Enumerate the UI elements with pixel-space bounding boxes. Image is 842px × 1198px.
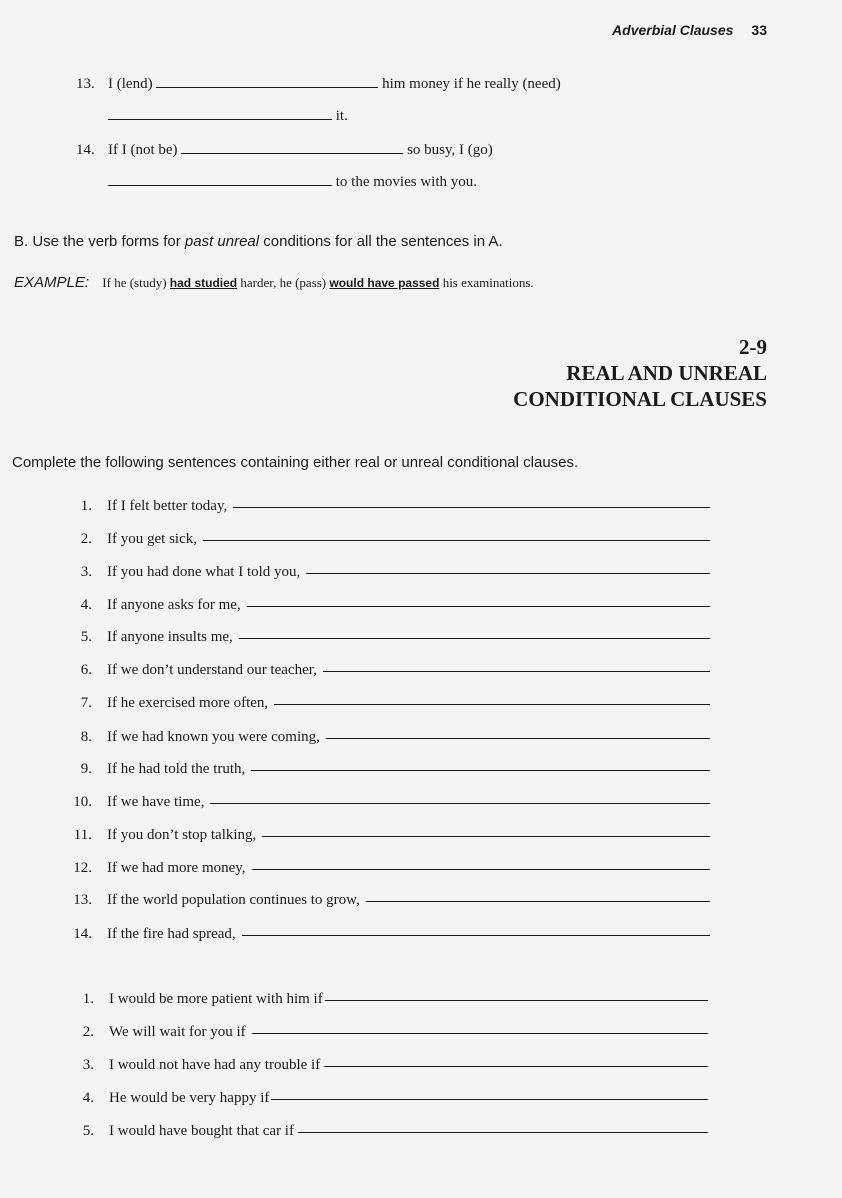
part-b-instruction <box>14 233 503 250</box>
item-text: If the world population continues to grow, <box>107 892 360 908</box>
item-text: If you get sick, <box>107 531 197 547</box>
example-text: his examinations. <box>442 275 534 290</box>
list-item <box>68 892 710 909</box>
item-text: I would not have had any trouble if <box>109 1057 321 1073</box>
answer-blank[interactable] <box>108 173 332 186</box>
answer-blank[interactable] <box>252 1033 708 1034</box>
item-number: 6. <box>80 662 92 678</box>
item-number: 2. <box>82 1024 94 1040</box>
list-item <box>76 729 710 746</box>
item-number: 2. <box>80 531 92 547</box>
answer-blank[interactable] <box>242 935 710 936</box>
answer-blank[interactable] <box>210 803 710 804</box>
item-text: If you don’t stop talking, <box>107 827 257 843</box>
list-item <box>76 761 710 778</box>
item-number: 11. <box>73 827 92 843</box>
answer-blank[interactable] <box>247 606 710 607</box>
answer-blank[interactable] <box>233 507 710 508</box>
list-item <box>78 1024 708 1041</box>
answer-blank[interactable] <box>274 704 710 705</box>
answer-blank[interactable] <box>298 1132 708 1133</box>
item-text: If he exercised more often, <box>107 695 269 711</box>
section-number: 2-9 <box>739 335 767 359</box>
item-text: If I (not be) <box>108 142 178 158</box>
example-answer: would have passed <box>329 276 440 290</box>
item-text: If we had more money, <box>107 860 246 876</box>
list-item <box>76 662 710 679</box>
answer-blank[interactable] <box>326 738 710 739</box>
item-number: 14. <box>73 926 92 942</box>
section-title-line-1: REAL AND UNREAL <box>566 361 767 385</box>
item-text: We will wait for you if <box>109 1024 246 1040</box>
example-label: EXAMPLE: <box>14 274 90 291</box>
item-text: If anyone insults me, <box>107 629 233 645</box>
section-instruction: Complete the following sentences containing either real or unreal conditional clauses. <box>12 454 579 471</box>
list-item <box>68 860 710 877</box>
list-item <box>76 498 710 515</box>
answer-blank[interactable] <box>366 901 710 902</box>
answer-blank[interactable] <box>262 836 710 837</box>
item-number: 1. <box>82 991 94 1007</box>
answer-blank[interactable] <box>324 1066 708 1067</box>
exercise-a-item-13 <box>76 75 561 93</box>
item-text: If I felt better today, <box>107 498 228 514</box>
item-number: 9. <box>80 761 92 777</box>
item-number: 3. <box>80 564 92 580</box>
item-text: If we had known you were coming, <box>107 729 320 745</box>
answer-blank[interactable] <box>323 671 710 672</box>
exercise-a-item-14 <box>76 141 493 159</box>
item-number: 14. <box>76 142 95 158</box>
example-text: harder, he (pass) <box>240 275 327 290</box>
answer-blank[interactable] <box>271 1099 708 1100</box>
item-number: 4. <box>82 1090 94 1106</box>
example-answer: had studied <box>169 276 238 290</box>
item-number: 7. <box>80 695 92 711</box>
list-item <box>76 531 710 548</box>
exercise-a-item-14-cont <box>108 173 477 191</box>
item-text: to the movies with you. <box>335 174 477 190</box>
item-text: it. <box>335 108 348 124</box>
item-number: 5. <box>82 1123 94 1139</box>
item-text: I would be more patient with him if <box>109 991 323 1007</box>
list-item <box>76 564 710 581</box>
item-number: 13. <box>76 76 95 92</box>
list-item <box>76 629 710 646</box>
example-line <box>14 274 534 291</box>
item-number: 8. <box>80 729 92 745</box>
answer-blank[interactable] <box>181 141 403 154</box>
item-text: He would be very happy if <box>109 1090 270 1106</box>
item-number: 13. <box>73 892 92 908</box>
example-text: If he (study) <box>102 275 167 290</box>
list-item <box>68 794 710 811</box>
item-text: him money if he really (need) <box>382 76 561 92</box>
answer-blank[interactable] <box>252 869 710 870</box>
item-number: 4. <box>80 597 92 613</box>
list-item <box>78 1090 708 1107</box>
item-text: If anyone asks for me, <box>107 597 241 613</box>
list-item <box>78 1057 708 1074</box>
item-number: 12. <box>73 860 92 876</box>
instruction-text: B. Use the verb forms for <box>14 233 185 250</box>
answer-blank[interactable] <box>239 638 710 639</box>
running-head-section: Adverbial Clauses <box>612 22 734 38</box>
item-text: If he had told the truth, <box>107 761 246 777</box>
page-number: 33 <box>751 22 767 38</box>
answer-blank[interactable] <box>251 770 710 771</box>
list-item <box>76 695 710 712</box>
instruction-emphasis: past unreal <box>184 233 260 250</box>
item-number: 1. <box>80 498 92 514</box>
list-item <box>76 597 710 614</box>
list-item <box>68 827 710 844</box>
section-heading <box>513 334 767 412</box>
list-item <box>68 926 710 943</box>
instruction-text: conditions for all the sentences in A. <box>259 233 503 250</box>
running-head <box>612 22 767 38</box>
item-number: 3. <box>82 1057 94 1073</box>
item-number: 10. <box>73 794 92 810</box>
answer-blank[interactable] <box>203 540 710 541</box>
item-text: If we don’t understand our teacher, <box>107 662 317 678</box>
list-item <box>78 1123 708 1140</box>
item-text: I would have bought that car if <box>109 1123 294 1139</box>
section-title-line-2: CONDITIONAL CLAUSES <box>513 387 767 411</box>
answer-blank[interactable] <box>325 1000 708 1001</box>
answer-blank[interactable] <box>108 107 332 120</box>
item-number: 5. <box>80 629 92 645</box>
list-item <box>78 991 708 1008</box>
item-text: If the fire had spread, <box>107 926 236 942</box>
exercise-a-item-13-cont <box>108 107 348 125</box>
item-text: so busy, I (go) <box>407 142 493 158</box>
item-text: If we have time, <box>107 794 205 810</box>
answer-blank[interactable] <box>156 75 378 88</box>
item-text: I (lend) <box>108 76 153 92</box>
answer-blank[interactable] <box>306 573 710 574</box>
item-text: If you had done what I told you, <box>107 564 301 580</box>
